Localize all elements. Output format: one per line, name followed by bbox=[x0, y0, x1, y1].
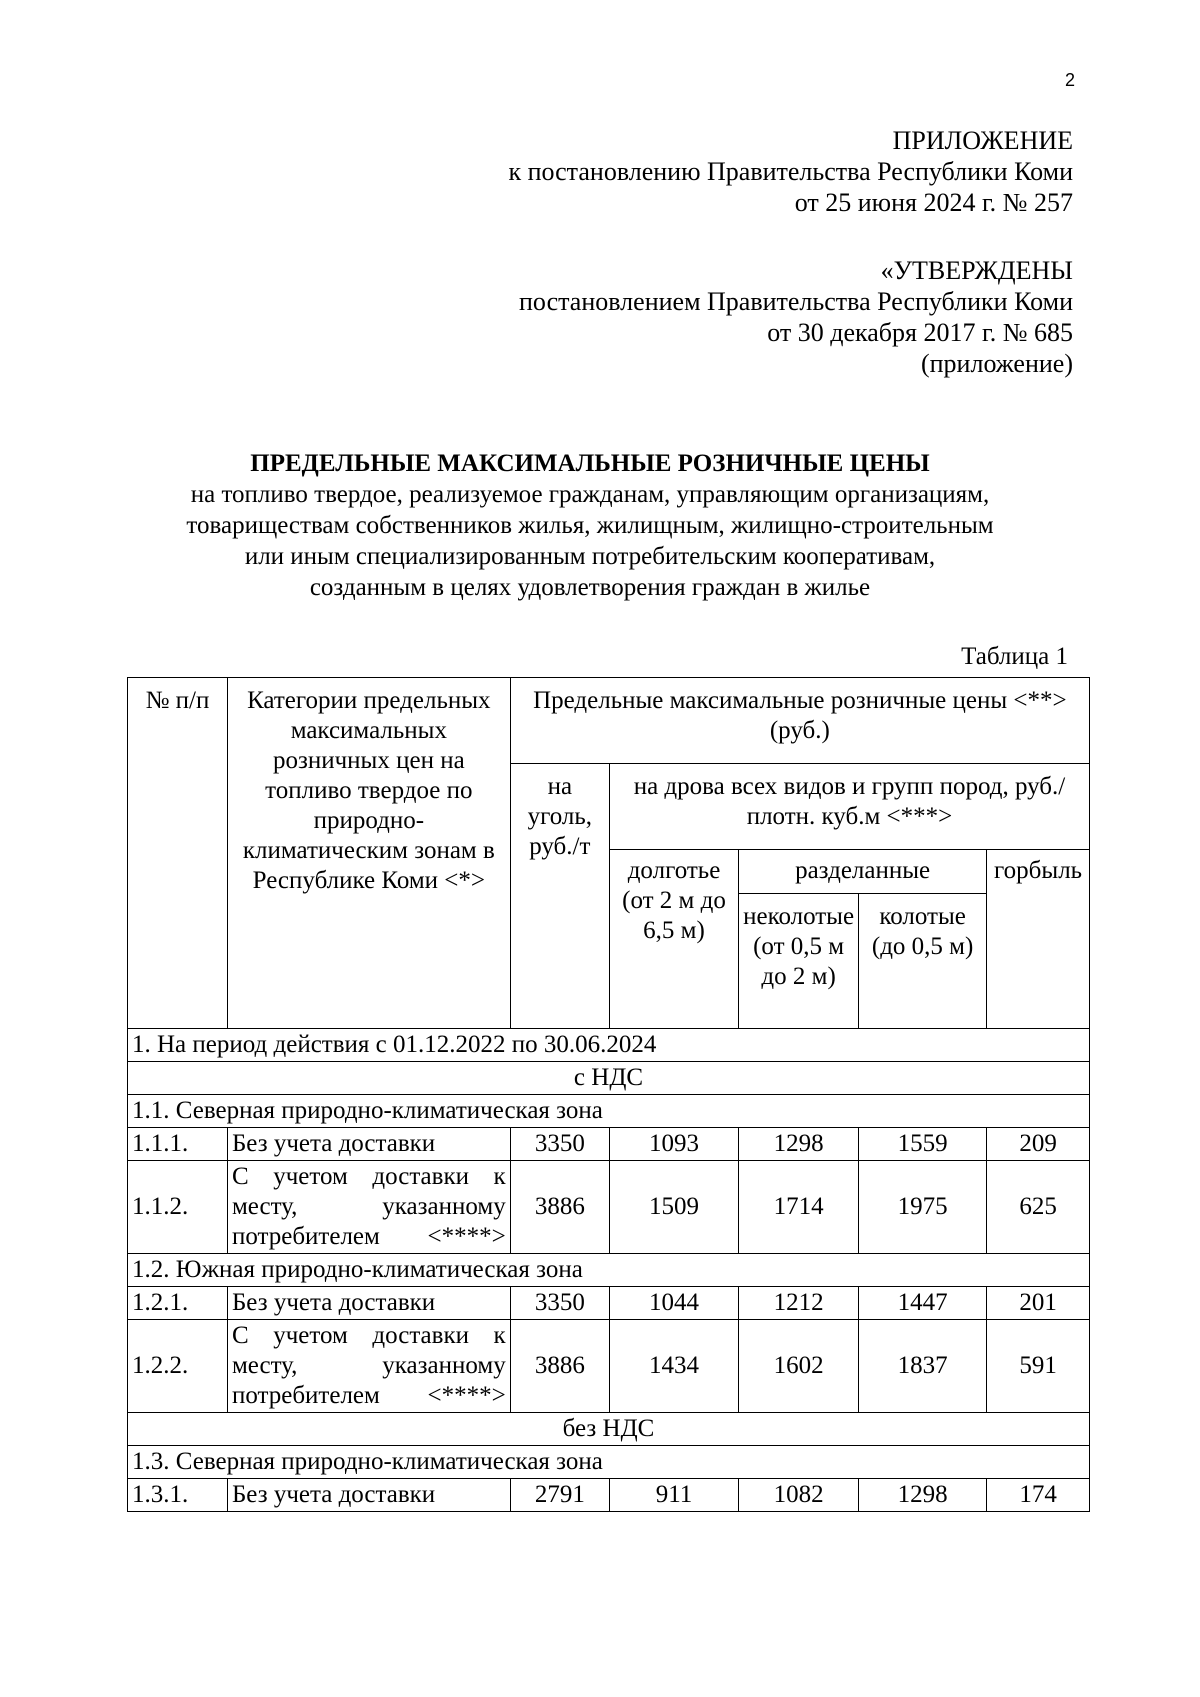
approved-line: «УТВЕРЖДЕНЫ bbox=[880, 256, 1073, 285]
row-num: 1.1.1. bbox=[128, 1128, 228, 1161]
title-line: на топливо твердое, реализуемое гражданам, управляющим организациям, bbox=[190, 481, 990, 508]
header-unsplit: неколотые (от 0,5 м до 2 м) bbox=[739, 894, 859, 1029]
table-row bbox=[128, 1287, 1090, 1320]
page-number: 2 bbox=[1064, 70, 1075, 90]
header-coal: на уголь, руб./т bbox=[510, 764, 609, 1029]
value-cell: 1212 bbox=[739, 1287, 859, 1320]
value-cell: 3350 bbox=[510, 1287, 609, 1320]
value-cell: 591 bbox=[987, 1320, 1090, 1413]
table-row bbox=[128, 1128, 1090, 1161]
period-row: 1. На период действия с 01.12.2022 по 30.06.2024 bbox=[128, 1029, 1090, 1062]
approved-line: от 30 декабря 2017 г. № 685 bbox=[767, 318, 1073, 347]
value-cell: 2791 bbox=[510, 1479, 609, 1512]
header-split: разделанные bbox=[739, 850, 987, 894]
value-cell: 1602 bbox=[739, 1320, 859, 1413]
value-cell: 1714 bbox=[739, 1161, 859, 1254]
price-table bbox=[127, 677, 1090, 1512]
value-cell: 1298 bbox=[739, 1128, 859, 1161]
row-category: С учетом доставки к месту, указанному потребителем <****> bbox=[227, 1161, 510, 1254]
value-cell: 1447 bbox=[859, 1287, 987, 1320]
row-category: С учетом доставки к месту, указанному потребителем <****> bbox=[227, 1320, 510, 1413]
row-num: 1.3.1. bbox=[128, 1479, 228, 1512]
header-prices: Предельные максимальные розничные цены <**> (руб.) bbox=[510, 678, 1089, 764]
row-num: 1.2.1. bbox=[128, 1287, 228, 1320]
value-cell: 1975 bbox=[859, 1161, 987, 1254]
value-cell: 625 bbox=[987, 1161, 1090, 1254]
title-line: созданным в целях удовлетворения граждан в жилье bbox=[309, 574, 871, 601]
value-cell: 911 bbox=[609, 1479, 738, 1512]
value-cell: 1509 bbox=[609, 1161, 738, 1254]
header-wood: на дрова всех видов и групп пород, руб./плотн. куб.м <***> bbox=[609, 764, 1089, 850]
approved-line: постановлением Правительства Республики Коми bbox=[519, 287, 1073, 316]
header-long: долготье (от 2 м до 6,5 м) bbox=[609, 850, 738, 1029]
document-title bbox=[120, 448, 1060, 603]
zone-row: 1.3. Северная природно-климатическая зона bbox=[128, 1446, 1090, 1479]
row-category: Без учета доставки bbox=[227, 1128, 510, 1161]
title-line: или иным специализированным потребительским кооперативам, bbox=[244, 543, 936, 570]
zone-row: 1.1. Северная природно-климатическая зона bbox=[128, 1095, 1090, 1128]
header-category: Категории предельных максимальных розничных цен на топливо твердое по природно-климатическим зонам в Республике Коми <*> bbox=[227, 678, 510, 1029]
value-cell: 1434 bbox=[609, 1320, 738, 1413]
value-cell: 1559 bbox=[859, 1128, 987, 1161]
value-cell: 1082 bbox=[739, 1479, 859, 1512]
value-cell: 1298 bbox=[859, 1479, 987, 1512]
title-main: ПРЕДЕЛЬНЫЕ МАКСИМАЛЬНЫЕ РОЗНИЧНЫЕ ЦЕНЫ bbox=[250, 450, 930, 477]
value-cell: 3886 bbox=[510, 1161, 609, 1254]
title-line: товариществам собственников жилья, жилищным, жилищно-строительным bbox=[186, 512, 994, 539]
value-cell: 209 bbox=[987, 1128, 1090, 1161]
table-row bbox=[128, 1320, 1090, 1413]
value-cell: 201 bbox=[987, 1287, 1090, 1320]
annex-header bbox=[508, 125, 1073, 218]
row-num: 1.2.2. bbox=[128, 1320, 228, 1413]
row-category: Без учета доставки bbox=[227, 1479, 510, 1512]
vat-row: без НДС bbox=[128, 1413, 1090, 1446]
annex-line: от 25 июня 2024 г. № 257 bbox=[794, 188, 1073, 217]
approved-line: (приложение) bbox=[920, 349, 1073, 378]
table-label: Таблица 1 bbox=[961, 643, 1068, 670]
zone-row: 1.2. Южная природно-климатическая зона bbox=[128, 1254, 1090, 1287]
value-cell: 3350 bbox=[510, 1128, 609, 1161]
value-cell: 1044 bbox=[609, 1287, 738, 1320]
header-chopped: колотые (до 0,5 м) bbox=[859, 894, 987, 1029]
annex-line: к постановлению Правительства Республики Коми bbox=[508, 157, 1073, 186]
approved-header bbox=[519, 255, 1073, 379]
value-cell: 3886 bbox=[510, 1320, 609, 1413]
header-num: № п/п bbox=[128, 678, 228, 1029]
row-category: Без учета доставки bbox=[227, 1287, 510, 1320]
row-num: 1.1.2. bbox=[128, 1161, 228, 1254]
value-cell: 1093 bbox=[609, 1128, 738, 1161]
header-slab: горбыль bbox=[987, 850, 1090, 1029]
annex-line: ПРИЛОЖЕНИЕ bbox=[892, 126, 1073, 155]
table-row bbox=[128, 1161, 1090, 1254]
vat-row: с НДС bbox=[128, 1062, 1090, 1095]
value-cell: 174 bbox=[987, 1479, 1090, 1512]
value-cell: 1837 bbox=[859, 1320, 987, 1413]
table-row bbox=[128, 1479, 1090, 1512]
